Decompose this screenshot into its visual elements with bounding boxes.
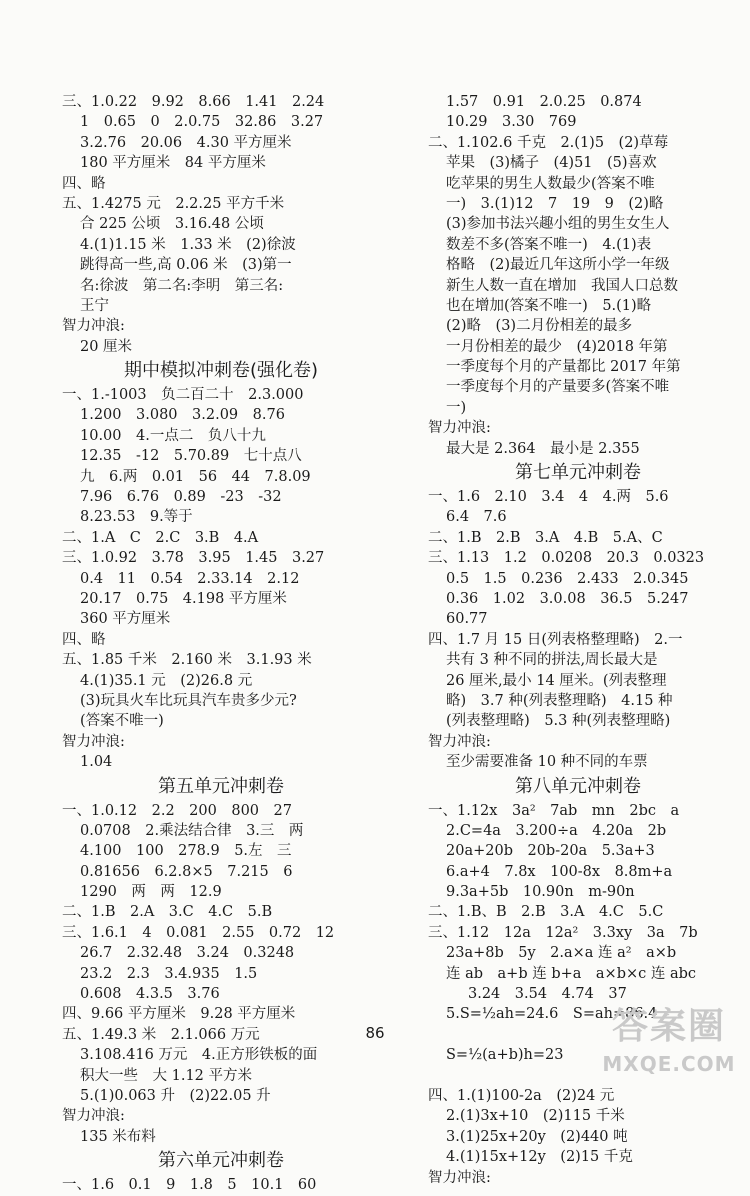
answer-line: 四、9.66 平方厘米 9.28 平方厘米 (62, 1006, 296, 1023)
answer-line: 1.04 (80, 754, 113, 771)
answer-line: 三、1.13 1.2 0.0208 20.3 0.0323 (428, 550, 705, 567)
answer-line: 360 平方厘米 (80, 611, 171, 628)
answer-line: 一季度每个月的产量都比 2017 年第 (446, 359, 681, 376)
answer-line: 一) 3.(1)12 7 19 9 (2)略 (446, 195, 664, 212)
site-watermark (594, 1003, 744, 1093)
answer-line: 135 米布料 (80, 1128, 156, 1145)
answer-line: 3.108.416 万元 4.正方形铁板的面 (80, 1047, 318, 1064)
answer-line: 一、1.6 2.10 3.4 4 4.两 5.6 (428, 489, 669, 506)
answer-line: 1.57 0.91 2.0.25 0.874 (446, 94, 642, 110)
answer-line: 8.23.53 9.等于 (80, 509, 193, 526)
answer-line: 智力冲浪: (62, 318, 125, 335)
answer-line: 0.36 1.02 3.0.08 36.5 5.247 (446, 590, 689, 607)
page-number: 86 (365, 1024, 385, 1042)
answer-line: 一) (446, 399, 467, 416)
answer-line: 0.5 1.5 0.236 2.433 2.0.345 (446, 570, 689, 587)
answer-line: 至少需要准备 10 种不同的车票 (446, 754, 648, 771)
section-heading: 第八单元冲刺卷 (515, 775, 641, 797)
section-heading: 第六单元冲刺卷 (158, 1150, 284, 1172)
answer-line: 20.17 0.75 4.198 平方厘米 (80, 590, 287, 607)
answer-line: 智力冲浪: (428, 733, 491, 750)
answer-line: 合 225 公顷 3.16.48 公顷 (80, 216, 264, 233)
answer-line: 4.(1)15x+12y (2)15 千克 (446, 1149, 633, 1166)
answer-line: 二、1.A C 2.C 3.B 4.A (62, 529, 259, 546)
answer-line: (3)玩具火车比玩具汽车贵多少元? (80, 692, 297, 709)
answer-line: 6.4 7.6 (446, 509, 507, 526)
answer-line: (答案不唯一) (80, 713, 164, 730)
answer-line: 60.77 (446, 611, 488, 628)
answer-line: 九 6.两 0.01 56 44 7.8.09 (80, 468, 311, 485)
answer-line: 20a+20b 20b-20a 5.3a+3 (446, 843, 655, 860)
answer-line: 1 0.65 0 2.0.75 32.86 3.27 (80, 114, 324, 131)
answer-line: 格略 (2)最近几年这所小学一年级 (446, 257, 670, 274)
answer-line: 略) 3.7 种(列表整理略) 4.15 种 (446, 692, 673, 709)
answer-line: 1290 两 两 12.9 (80, 884, 222, 901)
answer-line: 共有 3 种不同的拼法,周长最大是 (446, 652, 658, 669)
answer-line: 新生人数一直在增加 我国人口总数 (446, 277, 678, 294)
answer-line: 智力冲浪: (62, 1108, 125, 1125)
answer-line: 26 厘米,最小 14 厘米。(列表整理 (446, 672, 667, 689)
answer-line: (2)略 (3)二月份相差的最多 (446, 318, 633, 335)
answer-line: 20 厘米 (80, 338, 133, 355)
answer-line: 4.(1)1.15 米 1.33 米 (2)徐波 (80, 236, 296, 253)
section-heading: 期中模拟冲刺卷(强化卷) (123, 360, 319, 382)
answer-line: 6.a+4 7.8x 100-8x 8.8m+a (446, 863, 673, 880)
answer-line: 智力冲浪: (62, 733, 125, 750)
answer-line: 23.2 2.3 3.4.935 1.5 (80, 965, 258, 982)
watermark-logo-text: 答案圈 (611, 1006, 726, 1047)
section-heading: 第五单元冲刺卷 (158, 775, 284, 797)
answer-line: 5.S=½ah=24.6 S=ah=86.4 (446, 1006, 658, 1023)
answer-line: 智力冲浪: (428, 1169, 491, 1186)
answer-line: 一、1.6 0.1 9 1.8 5 10.1 60 (62, 1177, 317, 1194)
answer-line: 数差不多(答案不唯一) 4.(1)表 (446, 236, 652, 253)
answer-line: 4.(1)35.1 元 (2)26.8 元 (80, 672, 253, 689)
answer-line: 2.C=4a 3.200÷a 4.20a 2b (446, 822, 667, 839)
answer-line: 四、1.7 月 15 日(列表格整理略) 2.一 (428, 631, 683, 648)
answer-line: 一月份相差的最少 (4)2018 年第 (446, 338, 668, 355)
answer-line: 3.2.76 20.06 4.30 平方厘米 (80, 134, 292, 151)
answer-line: 4.100 100 278.9 5.左 三 (80, 843, 292, 860)
answer-line: 三、1.6.1 4 0.081 2.55 0.72 12 (62, 924, 335, 941)
section-heading: 第七单元冲刺卷 (515, 462, 641, 484)
answer-line: 23a+8b 5y 2.a×a 连 a² a×b (446, 945, 677, 962)
answer-line: 2.(1)3x+10 (2)115 千米 (446, 1108, 625, 1125)
answer-line: 一、1.12x 3a² 7ab mn 2bc a (428, 802, 680, 819)
answer-line: 0.0708 2.乘法结合律 3.三 两 (80, 822, 304, 839)
answer-line: 10.29 3.30 769 (446, 114, 577, 131)
answer-line: 一、1.0.12 2.2 200 800 27 (62, 802, 292, 819)
answer-line: 四、1.(1)100-2a (2)24 元 (428, 1087, 615, 1104)
answer-line: 一、1.-1003 负二百二十 2.3.000 (62, 387, 304, 404)
answer-line: 积大一些 大 1.12 平方米 (80, 1067, 253, 1084)
answer-line: 二、1.B、B 2.B 3.A 4.C 5.C (428, 904, 664, 921)
answer-line: 26.7 2.32.48 3.24 0.3248 (80, 945, 295, 962)
answer-line: (列表整理略) 5.3 种(列表整理略) (446, 713, 671, 730)
answer-line: 1.200 3.080 3.2.09 8.76 (80, 407, 285, 424)
answer-line: 智力冲浪: (428, 420, 491, 437)
answer-line: 一季度每个月的产量要多(答案不唯 (446, 379, 670, 396)
answer-line: 10.00 4.一点二 负八十九 (80, 427, 266, 444)
answer-line: 最大是 2.364 最小是 2.355 (446, 440, 640, 457)
answer-line: 二、1.B 2.A 3.C 4.C 5.B (62, 904, 273, 921)
answer-line: 12.35 -12 5.70.89 七十点八 (80, 448, 302, 465)
answer-line: 三、1.12 12a 12a² 3.3xy 3a 7b (428, 924, 698, 941)
answer-line: 四、略 (62, 175, 106, 192)
answer-line: 0.608 4.3.5 3.76 (80, 986, 220, 1003)
answer-line: 五、1.85 千米 2.160 米 3.1.93 米 (62, 652, 312, 669)
answer-line: 0.81656 6.2.8×5 7.215 6 (80, 863, 293, 880)
answer-line: 二、1.B 2.B 3.A 4.B 5.A、C (428, 529, 663, 546)
answer-line: 180 平方厘米 84 平方厘米 (80, 155, 266, 172)
answer-line: 3.24 3.54 4.74 37 (468, 986, 627, 1003)
answer-line: 7.96 6.76 0.89 -23 -32 (80, 489, 282, 506)
answer-line: 连 ab a+b 连 b+a a×b×c 连 abc (446, 965, 697, 982)
answer-line: 0.4 11 0.54 2.33.14 2.12 (80, 570, 300, 587)
answer-line: 也在增加(答案不唯一) 5.(1)略 (446, 297, 652, 314)
answer-line: 跳得高一些,高 0.06 米 (3)第一 (80, 257, 292, 274)
answer-line: 3.(1)25x+20y (2)440 吨 (446, 1128, 628, 1145)
answer-line: 5.(1)0.063 升 (2)22.05 升 (80, 1087, 271, 1104)
answer-line: 五、1.49.3 米 2.1.066 万元 (62, 1026, 260, 1043)
answer-line: 三、1.0.22 9.92 8.66 1.41 2.24 (62, 94, 325, 110)
answer-line: 苹果 (3)橘子 (4)51 (5)喜欢 (446, 155, 657, 172)
answer-line: S=½(a+b)h=23 (446, 1047, 564, 1064)
answer-line: 9.3a+5b 10.90n m-90n (446, 884, 635, 901)
answer-line: 四、略 (62, 631, 106, 648)
answer-line: 王宁 (80, 297, 109, 314)
answer-line: 吃苹果的男生人数最少(答案不唯 (446, 175, 655, 192)
answer-line: 二、1.102.6 千克 2.(1)5 (2)草莓 (428, 134, 669, 151)
answer-line: (3)参加书法兴趣小组的男生女生人 (446, 216, 670, 233)
answer-line: 名:徐波 第二名:李明 第三名: (80, 277, 284, 294)
watermark-domain: MXQE.COM (602, 1052, 736, 1076)
answer-line: 三、1.0.92 3.78 3.95 1.45 3.27 (62, 550, 325, 567)
answer-line: 五、1.4275 元 2.2.25 平方千米 (62, 195, 285, 212)
